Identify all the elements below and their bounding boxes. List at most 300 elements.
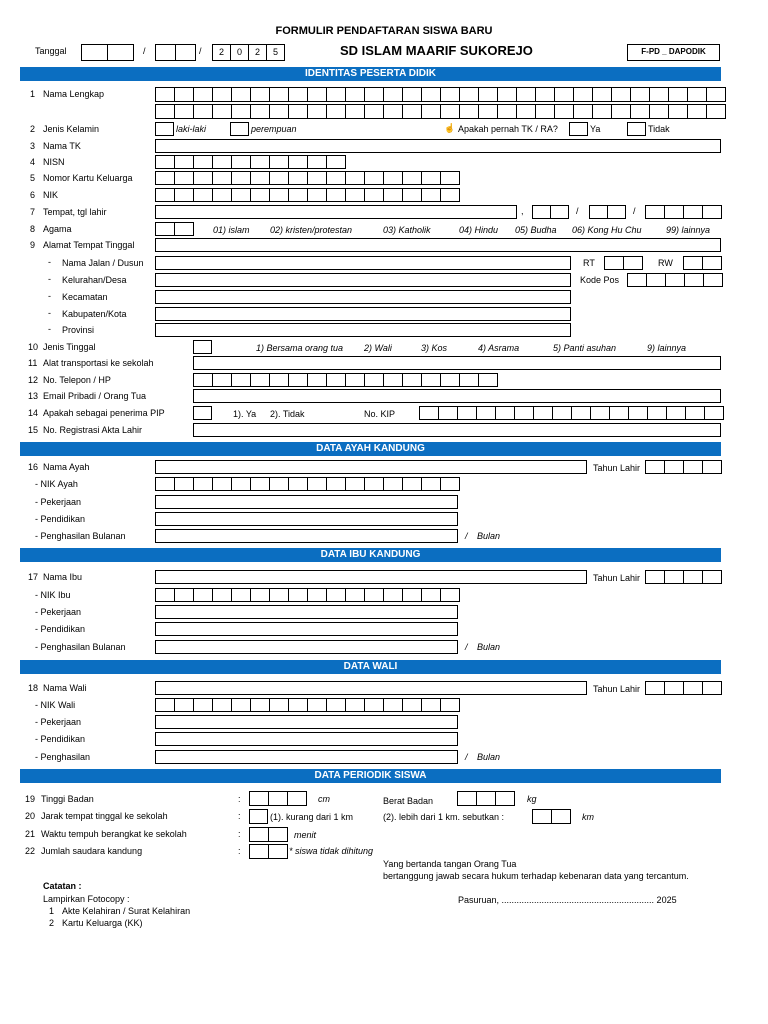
entry-cell[interactable] [440, 373, 460, 387]
entry-cell[interactable] [326, 188, 346, 202]
entry-cell[interactable] [383, 171, 403, 185]
mother-year-field[interactable] [645, 570, 722, 584]
entry-cell[interactable] [495, 406, 515, 420]
entry-cell[interactable] [402, 698, 422, 712]
entry-cell[interactable] [497, 104, 517, 119]
per-slash: / [465, 531, 468, 541]
entry-cell[interactable] [668, 104, 688, 119]
entry-cell[interactable] [288, 171, 308, 185]
entry-cell[interactable] [193, 87, 213, 102]
entry-cell[interactable] [288, 188, 308, 202]
entry-cell[interactable] [174, 171, 194, 185]
pip-checkbox[interactable] [193, 406, 212, 420]
entry-cell[interactable] [231, 87, 251, 102]
entry-cell[interactable] [459, 87, 479, 102]
entry-cell[interactable] [269, 171, 289, 185]
entry-cell[interactable] [533, 406, 553, 420]
entry-cell[interactable] [668, 87, 688, 102]
row-label: Tinggi Badan [41, 794, 94, 804]
entry-cell[interactable] [212, 104, 232, 119]
entry-cell[interactable] [478, 87, 498, 102]
entry-cell[interactable] [155, 698, 175, 712]
entry-cell[interactable] [326, 698, 346, 712]
entry-cell[interactable] [571, 406, 591, 420]
entry-cell[interactable] [269, 104, 289, 119]
colon: : [238, 794, 241, 804]
siblings-field[interactable] [249, 844, 288, 859]
residence-option: 9) lainnya [647, 343, 687, 353]
section-guardian-header: DATA WALI [20, 660, 721, 674]
father-income-label: - Penghasilan Bulanan [35, 531, 126, 541]
entry-cell[interactable] [666, 406, 686, 420]
entry-cell[interactable] [345, 171, 365, 185]
row-number: 6 [30, 190, 36, 200]
email-input[interactable] [193, 389, 721, 403]
entry-cell[interactable] [364, 588, 384, 602]
sub-label: Kabupaten/Kota [62, 309, 127, 319]
row-number: 21 [25, 829, 36, 839]
entry-cell[interactable] [155, 588, 175, 602]
entry-cell[interactable] [155, 477, 175, 491]
entry-cell[interactable] [307, 698, 327, 712]
entry-cell[interactable] [383, 188, 403, 202]
tk-yes-checkbox[interactable] [569, 122, 588, 136]
religion-code-field[interactable] [155, 222, 194, 236]
row-label: Nama Lengkap [43, 89, 105, 99]
entry-cell[interactable] [649, 87, 669, 102]
row-label: Nomor Kartu Keluarga [43, 173, 133, 183]
mother-income-input[interactable] [155, 640, 458, 654]
address-input[interactable] [155, 238, 721, 252]
guardian-income-input[interactable] [155, 750, 458, 764]
guardian-name-label: Nama Wali [43, 683, 87, 693]
row-number: 4 [30, 157, 36, 167]
entry-cell[interactable] [345, 698, 365, 712]
form-code: F-PD _ DAPODIK [627, 44, 720, 61]
entry-cell[interactable] [288, 698, 308, 712]
entry-cell[interactable] [193, 155, 213, 169]
entry-cell[interactable] [647, 406, 667, 420]
residence-option: 4) Asrama [478, 343, 520, 353]
entry-cell[interactable] [554, 87, 574, 102]
entry-cell[interactable] [383, 477, 403, 491]
entry-cell[interactable] [155, 87, 175, 102]
entry-cell[interactable] [630, 104, 650, 119]
entry-cell[interactable] [364, 87, 384, 102]
entry-cell[interactable] [364, 373, 384, 387]
entry-cell[interactable] [345, 104, 365, 119]
kindergarten-name-input[interactable] [155, 139, 721, 153]
entry-cell[interactable] [231, 188, 251, 202]
entry-cell[interactable] [630, 87, 650, 102]
tk-no-checkbox[interactable] [627, 122, 646, 136]
entry-cell[interactable] [364, 698, 384, 712]
year-digit: 2 [213, 44, 231, 61]
city-input[interactable] [155, 307, 571, 321]
district-input[interactable] [155, 290, 571, 304]
distance-near-checkbox[interactable] [249, 809, 268, 824]
entry-cell[interactable] [269, 87, 289, 102]
row-label: Jenis Kelamin [43, 124, 100, 134]
entry-cell[interactable] [383, 87, 403, 102]
entry-cell[interactable] [212, 698, 232, 712]
row-number: 5 [30, 173, 36, 183]
entry-cell[interactable] [402, 588, 422, 602]
street-input[interactable] [155, 256, 571, 270]
postcode-field[interactable] [627, 273, 723, 287]
entry-cell[interactable] [402, 87, 422, 102]
entry-cell[interactable] [402, 104, 422, 119]
section-student-header: IDENTITAS PESERTA DIDIK [20, 67, 721, 81]
guardian-edu-label: - Pendidikan [35, 734, 86, 744]
entry-cell[interactable] [345, 188, 365, 202]
entry-cell[interactable] [212, 171, 232, 185]
entry-cell[interactable] [250, 588, 270, 602]
entry-cell[interactable] [326, 87, 346, 102]
entry-cell[interactable] [307, 155, 327, 169]
form-title: FORMULIR PENDAFTARAN SISWA BARU [275, 25, 493, 37]
row-label: Alamat Tempat Tinggal [43, 240, 135, 250]
entry-cell[interactable] [457, 406, 477, 420]
entry-cell[interactable] [250, 171, 270, 185]
entry-cell[interactable] [307, 87, 327, 102]
row-label: Nama TK [43, 141, 81, 151]
date-sep-2: / [199, 46, 202, 56]
entry-cell[interactable] [174, 698, 194, 712]
entry-cell[interactable] [706, 87, 726, 102]
father-name-label: Nama Ayah [43, 462, 90, 472]
entry-cell[interactable] [421, 698, 441, 712]
entry-cell[interactable] [421, 188, 441, 202]
birth-day-field[interactable] [532, 205, 569, 219]
entry-cell[interactable] [288, 477, 308, 491]
row-label: NIK [43, 190, 59, 200]
entry-cell[interactable] [345, 588, 365, 602]
row-number: 15 [28, 425, 39, 435]
rt-label: RT [583, 258, 595, 268]
birth-place-input[interactable] [155, 205, 517, 219]
father-year-field[interactable] [645, 460, 722, 474]
bullet-dash: - [48, 291, 51, 301]
residence-option: 1) Bersama orang tua [256, 343, 344, 353]
female-checkbox[interactable] [230, 122, 249, 136]
entry-cell[interactable] [212, 373, 232, 387]
weight-field[interactable] [457, 791, 515, 806]
month-label: Bulan [477, 642, 501, 652]
father-income-input[interactable] [155, 529, 458, 543]
entry-cell[interactable] [383, 698, 403, 712]
entry-cell[interactable] [628, 406, 648, 420]
row-label: Alat transportasi ke sekolah [43, 358, 154, 368]
entry-cell[interactable] [326, 477, 346, 491]
entry-cell[interactable] [193, 104, 213, 119]
entry-cell[interactable] [514, 406, 534, 420]
entry-cell[interactable] [231, 477, 251, 491]
entry-cell[interactable] [269, 188, 289, 202]
entry-cell[interactable] [155, 171, 175, 185]
religion-option: 03) Katholik [383, 225, 431, 235]
male-label: laki-laki [176, 124, 207, 134]
entry-cell[interactable] [383, 373, 403, 387]
entry-cell[interactable] [307, 588, 327, 602]
entry-cell[interactable] [288, 588, 308, 602]
bullet-dash: - [48, 274, 51, 284]
travel-time-field[interactable] [249, 827, 288, 842]
entry-cell[interactable] [269, 698, 289, 712]
entry-cell[interactable] [288, 87, 308, 102]
birth-month-field[interactable] [589, 205, 626, 219]
entry-cell[interactable] [592, 104, 612, 119]
entry-cell[interactable] [269, 155, 289, 169]
entry-cell[interactable] [438, 406, 458, 420]
entry-cell[interactable] [193, 698, 213, 712]
entry-cell[interactable] [288, 373, 308, 387]
entry-cell[interactable] [250, 155, 270, 169]
entry-cell[interactable] [402, 188, 422, 202]
entry-cell[interactable] [269, 477, 289, 491]
bullet-dash: - [48, 324, 51, 334]
father-edu-input[interactable] [155, 512, 458, 526]
row-label: Agama [43, 224, 72, 234]
entry-cell[interactable] [250, 698, 270, 712]
residence-code-input[interactable] [193, 340, 212, 354]
entry-cell[interactable] [155, 188, 175, 202]
father-name-input[interactable] [155, 460, 587, 474]
entry-cell[interactable] [402, 171, 422, 185]
colon: : [238, 846, 241, 856]
entry-cell[interactable] [174, 588, 194, 602]
entry-cell[interactable] [250, 188, 270, 202]
entry-cell[interactable] [516, 104, 536, 119]
entry-cell[interactable] [231, 171, 251, 185]
mother-name-label: Nama Ibu [43, 572, 83, 582]
entry-cell[interactable] [402, 477, 422, 491]
guardian-year-field[interactable] [645, 681, 722, 695]
rt-field[interactable] [604, 256, 643, 270]
entry-cell[interactable] [231, 588, 251, 602]
entry-cell[interactable] [231, 698, 251, 712]
entry-cell[interactable] [155, 155, 175, 169]
father-job-input[interactable] [155, 495, 458, 509]
religion-option: 04) Hindu [459, 225, 499, 235]
entry-cell[interactable] [307, 477, 327, 491]
entry-cell[interactable] [440, 588, 460, 602]
row-number: 9 [30, 240, 36, 250]
entry-cell[interactable] [193, 171, 213, 185]
birth-sep-1: / [576, 206, 579, 216]
entry-cell[interactable] [212, 477, 232, 491]
transport-input[interactable] [193, 356, 721, 370]
entry-cell[interactable] [421, 373, 441, 387]
entry-cell[interactable] [326, 104, 346, 119]
entry-cell[interactable] [440, 171, 460, 185]
entry-cell[interactable] [212, 188, 232, 202]
tk-yes-label: Ya [590, 124, 601, 134]
entry-cell[interactable] [250, 104, 270, 119]
entry-cell[interactable] [419, 406, 439, 420]
guardian-income-label: - Penghasilan [35, 752, 91, 762]
entry-cell[interactable] [609, 406, 629, 420]
row-number: 10 [28, 342, 39, 352]
entry-cell[interactable] [421, 588, 441, 602]
entry-cell[interactable] [288, 155, 308, 169]
row-number: 12 [28, 375, 39, 385]
kg-unit: kg [527, 794, 537, 804]
entry-cell[interactable] [326, 171, 346, 185]
entry-cell[interactable] [573, 87, 593, 102]
entry-cell[interactable] [250, 477, 270, 491]
entry-cell[interactable] [611, 87, 631, 102]
entry-cell[interactable] [440, 477, 460, 491]
guardian-job-input[interactable] [155, 715, 458, 729]
mother-job-input[interactable] [155, 605, 458, 619]
entry-cell[interactable] [402, 373, 422, 387]
entry-cell[interactable] [421, 87, 441, 102]
entry-cell[interactable] [269, 588, 289, 602]
entry-cell[interactable] [174, 477, 194, 491]
birth-certificate-input[interactable] [193, 423, 721, 437]
entry-cell[interactable] [231, 155, 251, 169]
entry-cell[interactable] [174, 155, 194, 169]
village-input[interactable] [155, 273, 571, 287]
entry-cell[interactable] [307, 104, 327, 119]
entry-cell[interactable] [269, 373, 289, 387]
entry-cell[interactable] [193, 477, 213, 491]
mother-edu-input[interactable] [155, 622, 458, 636]
entry-cell[interactable] [250, 87, 270, 102]
male-checkbox[interactable] [155, 122, 174, 136]
entry-cell[interactable] [174, 104, 194, 119]
entry-cell[interactable] [459, 104, 479, 119]
distance-km-field[interactable] [532, 809, 571, 824]
entry-cell[interactable] [554, 104, 574, 119]
entry-cell[interactable] [687, 87, 707, 102]
father-year-label: Tahun Lahir [593, 463, 641, 473]
entry-cell[interactable] [590, 406, 610, 420]
entry-cell[interactable] [497, 87, 517, 102]
year-digit: 5 [267, 44, 285, 61]
entry-cell[interactable] [685, 406, 705, 420]
tk-question: Apakah pernah TK / RA? [458, 124, 558, 134]
entry-cell[interactable] [592, 87, 612, 102]
religion-option: 02) kristen/protestan [270, 225, 353, 235]
female-label: perempuan [251, 124, 297, 134]
entry-cell[interactable] [383, 588, 403, 602]
entry-cell[interactable] [535, 104, 555, 119]
residence-option: 2) Wali [364, 343, 392, 353]
province-input[interactable] [155, 323, 571, 337]
entry-cell[interactable] [364, 171, 384, 185]
entry-cell[interactable] [649, 104, 669, 119]
entry-cell[interactable] [440, 104, 460, 119]
entry-cell[interactable] [516, 87, 536, 102]
entry-cell[interactable] [155, 104, 175, 119]
guardian-job-label: - Pekerjaan [35, 717, 82, 727]
entry-cell[interactable] [478, 104, 498, 119]
entry-cell[interactable] [476, 406, 496, 420]
entry-cell[interactable] [440, 87, 460, 102]
entry-cell[interactable] [440, 698, 460, 712]
entry-cell[interactable] [212, 155, 232, 169]
guardian-name-input[interactable] [155, 681, 587, 695]
sub-label: Kecamatan [62, 292, 108, 302]
entry-cell[interactable] [307, 373, 327, 387]
entry-cell[interactable] [421, 171, 441, 185]
entry-cell[interactable] [459, 373, 479, 387]
date-year-field[interactable] [212, 44, 285, 61]
entry-cell[interactable] [231, 104, 251, 119]
entry-cell[interactable] [611, 104, 631, 119]
entry-cell[interactable] [231, 373, 251, 387]
entry-cell[interactable] [704, 406, 724, 420]
residence-option: 3) Kos [421, 343, 448, 353]
weight-label: Berat Badan [383, 796, 434, 806]
entry-cell[interactable] [364, 188, 384, 202]
entry-cell[interactable] [307, 188, 327, 202]
entry-cell[interactable] [193, 373, 213, 387]
mother-year-label: Tahun Lahir [593, 573, 641, 583]
month-label: Bulan [477, 531, 501, 541]
entry-cell[interactable] [193, 588, 213, 602]
entry-cell[interactable] [573, 104, 593, 119]
entry-cell[interactable] [421, 477, 441, 491]
rw-field[interactable] [683, 256, 722, 270]
entry-cell[interactable] [345, 477, 365, 491]
statement-line-2: bertanggung jawab secara hukum terhadap kebenaran data yang tercantum. [383, 871, 689, 881]
kip-label: No. KIP [364, 409, 396, 419]
entry-cell[interactable] [478, 373, 498, 387]
entry-cell[interactable] [440, 188, 460, 202]
entry-cell[interactable] [174, 188, 194, 202]
entry-cell[interactable] [345, 373, 365, 387]
religion-option: 01) islam [213, 225, 250, 235]
entry-cell[interactable] [706, 104, 726, 119]
entry-cell[interactable] [326, 588, 346, 602]
mother-edu-label: - Pendidikan [35, 624, 86, 634]
row-number: 11 [28, 358, 38, 368]
per-slash: / [465, 642, 468, 652]
entry-cell[interactable] [326, 155, 346, 169]
entry-cell[interactable] [212, 87, 232, 102]
entry-cell[interactable] [250, 373, 270, 387]
section-mother-header: DATA IBU KANDUNG [20, 548, 721, 562]
entry-cell[interactable] [364, 477, 384, 491]
entry-cell[interactable] [552, 406, 572, 420]
height-field[interactable] [249, 791, 307, 806]
entry-cell[interactable] [421, 104, 441, 119]
entry-cell[interactable] [288, 104, 308, 119]
date-month-field[interactable] [155, 44, 196, 61]
guardian-edu-input[interactable] [155, 732, 458, 746]
mother-name-input[interactable] [155, 570, 587, 584]
entry-cell[interactable] [345, 87, 365, 102]
birth-year-field[interactable] [645, 205, 722, 219]
row-number: 19 [25, 794, 36, 804]
entry-cell[interactable] [364, 104, 384, 119]
entry-cell[interactable] [326, 373, 346, 387]
entry-cell[interactable] [174, 87, 194, 102]
date-day-field[interactable] [81, 44, 134, 61]
entry-cell[interactable] [383, 104, 403, 119]
postcode-label: Kode Pos [580, 275, 620, 285]
entry-cell[interactable] [687, 104, 707, 119]
father-job-label: - Pekerjaan [35, 497, 82, 507]
entry-cell[interactable] [193, 188, 213, 202]
entry-cell[interactable] [212, 588, 232, 602]
entry-cell[interactable] [535, 87, 555, 102]
entry-cell[interactable] [307, 171, 327, 185]
date-sep-1: / [143, 46, 146, 56]
